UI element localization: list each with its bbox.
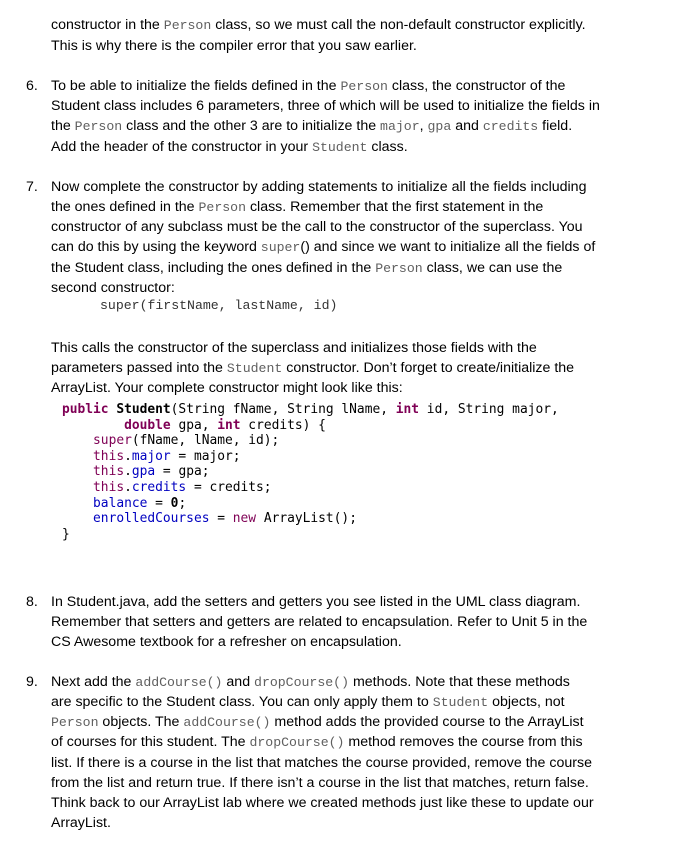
intro-line-2: This is why there is the compiler error that you saw earlier. <box>51 38 417 54</box>
step-7-after-line: parameters passed into the Student constructor. Don’t forget to create/initialize the <box>51 360 575 376</box>
intro-line-1: constructor in the Person class, so we must call the non-default constructor explicitly. <box>51 17 586 33</box>
step-9-line: from the list and return true. If there isn’t a course in the list that matches, return false. <box>51 775 589 791</box>
step-7-line: the Student class, including the ones defined in the Person class, we can use the <box>51 260 563 276</box>
step-8-number: 8. <box>26 594 38 610</box>
code-line: this.credits = credits; <box>93 479 272 495</box>
step-7-number: 7. <box>26 179 38 195</box>
step-9-line: are specific to the Student class. You can only apply them to Student objects, not <box>51 694 565 710</box>
step-6-line: To be able to initialize the fields defined in the Person class, the constructor of the <box>51 78 566 94</box>
step-7-line: constructor of any subclass must be the call to the constructor of the superclass. You <box>51 219 583 235</box>
code-line: this.gpa = gpa; <box>93 464 210 480</box>
step-7-line: second constructor: <box>51 280 175 296</box>
code-line: public Student(String fName, String lName, int id, String major, <box>62 402 559 417</box>
step-6-line: the Person class and the other 3 are to initialize the major, gpa and credits field. <box>51 118 573 134</box>
step-9-line: Think back to our ArrayList lab where we created methods just like these to update our <box>51 795 594 811</box>
step-7-line: can do this by using the keyword super() and since we want to initialize all the fields of <box>51 239 596 255</box>
constructor-code-block <box>62 402 559 542</box>
step-7-after-line: ArrayList. Your complete constructor might look like this: <box>51 380 403 396</box>
step-6-line: Student class includes 6 parameters, three of which will be used to initialize the fields in <box>51 98 600 114</box>
step-9-line: of courses for this student. The dropCourse() method removes the course from this <box>51 734 583 750</box>
code-line: super(fName, lName, id); <box>93 433 280 449</box>
step-7-after-line: This calls the constructor of the superclass and initializes those fields with the <box>51 340 537 356</box>
step-7-line: the ones defined in the Person class. Remember that the first statement in the <box>51 199 544 215</box>
code-line: } <box>62 526 70 542</box>
code-line: double gpa, int credits) { <box>124 417 326 433</box>
code-line: balance = 0; <box>93 495 187 511</box>
step-8-line: CS Awesome textbook for a refresher on encapsulation. <box>51 634 402 650</box>
step-6-line: Add the header of the constructor in your Student class. <box>51 139 408 155</box>
step-9-line: ArrayList. <box>51 815 111 831</box>
step-8-line: In Student.java, add the setters and getters you see listed in the UML class diagram. <box>51 594 581 610</box>
step-9-number: 9. <box>26 674 38 690</box>
super-call-snippet: super(firstName, lastName, id) <box>100 298 338 313</box>
code-line: this.major = major; <box>93 448 241 464</box>
code-line: enrolledCourses = new ArrayList(); <box>93 511 357 527</box>
step-7-line: Now complete the constructor by adding statements to initialize all the fields including <box>51 179 587 195</box>
step-8-line: Remember that setters and getters are related to encapsulation. Refer to Unit 5 in the <box>51 614 588 630</box>
step-9-line: Next add the addCourse() and dropCourse() methods. Note that these methods <box>51 674 570 690</box>
step-6-number: 6. <box>26 78 38 94</box>
step-9-line: Person objects. The addCourse() method adds the provided course to the ArrayList <box>51 714 584 730</box>
step-9-line: list. If there is a course in the list that matches the course provided, remove the course <box>51 755 592 771</box>
